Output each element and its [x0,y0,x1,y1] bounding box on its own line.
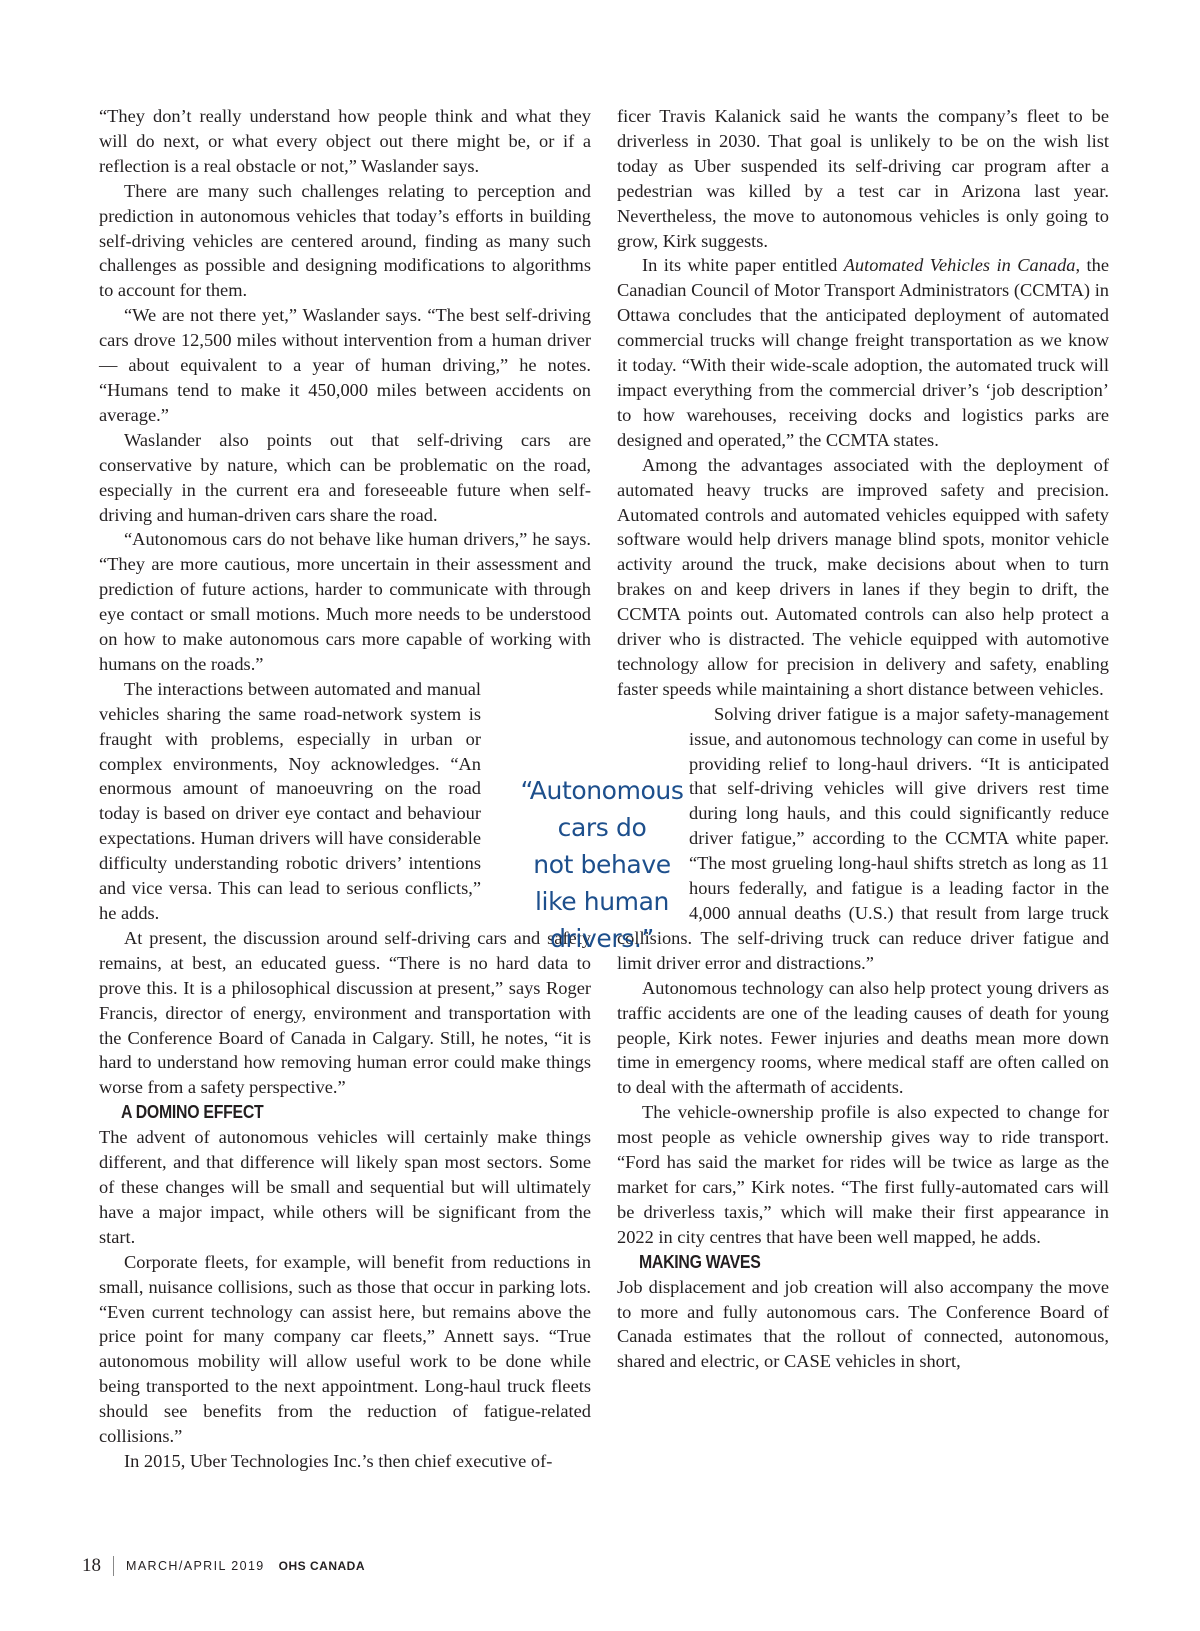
pull-quote-line: like human [534,887,669,916]
paragraph: Autonomous technology can also help protect young drivers as traffic accidents are one of the leading causes of death for young people, Kirk notes. Fewer injuries and deaths mean more down time in emergency rooms, where medical staff are often called on to deal with the aftermath of accidents. [617,977,1109,1098]
paragraph: “Autonomous cars do not behave like human drivers,” he says. “They are more cautious, more uncertain in their assessment and prediction of future actions, harder to communicate with through eye contact or small motions. Much more needs to be understood on how to make autonomous cars more capable of working with humans on the roads.” [99,529,591,674]
page-footer [82,1554,365,1578]
pull-quote-line: cars do [557,813,647,842]
white-paper-title: Automated Vehicles in Canada [843,255,1076,276]
paragraph: At present, the discussion around self-driving cars and safety remains, at best, an educated guess. “There is no hard data to prove this. It is a philosophical discussion at present,” says Roger Francis, director of energy, environment and transportation with the Conference Board of Canada in Calgary. Still, he notes, “it is hard to understand how removing human error could make things worse from a safety perspective.” [99,927,591,1098]
right-column [617,104,1109,1374]
issue-date: MARCH/APRIL 2019 [126,1559,265,1573]
section-heading: A DOMINO EFFECT [121,1102,264,1123]
pull-quote-line: “Autonomous [520,776,684,805]
paragraph: “They don’t really understand how people think and what they will do next, or what every object out there might be, or if a reflection is a real obstacle or not,” Waslander says. [99,106,591,176]
paragraph: Among the advantages associated with the deployment of automated heavy trucks are improved safety and precision. Automated controls and automated vehicles equipped with safety software would help drivers manage blind spots, monitor vehicle activity around the truck, make decisions about when to turn brakes on and keep drivers in lanes if they begin to drift, the CCMTA points out. Automated controls can also help protect a driver who is distracted. The vehicle equipped with automotive technology allow for precision in delivery and safety, enabling faster speeds while maintaining a short distance between vehicles. [617,454,1109,699]
paragraph: ficer Travis Kalanick said he wants the company’s fleet to be driverless in 2030. That goal is unlikely to be on the wish list today as Uber suspended its self-driving car program after a pedestrian was killed by a test car in Arizona last year. Nevertheless, the move to autonomous vehicles is only going to grow, Kirk suggests. [617,106,1109,251]
paragraph: The advent of autonomous vehicles will certainly make things different, and that difference will likely span most sectors. Some of these changes will be small and sequential but will ultimately have a major impact, while others will be significant from the start. [99,1127,591,1247]
paragraph: There are many such challenges relating to perception and prediction in autonomous vehicles that today’s efforts in building self-driving vehicles are centered around, finding as many such challenges as possible and designing modifications to algorithms to account for them. [99,180,591,301]
pull-quote [512,772,692,957]
paragraph: In 2015, Uber Technologies Inc.’s then chief executive of- [124,1450,553,1471]
text-run: In its white paper entitled [642,255,844,276]
paragraph: Waslander also points out that self-driving cars are conservative by nature, which can be problematic on the road, especially in the current era and foreseeable future when self-driving and human-driven cars share the road. [99,429,591,525]
paragraph: “We are not there yet,” Waslander says. “The best self-driving cars drove 12,500 miles without intervention from a human driver — about equivalent to a year of human driving,” he notes. “Humans tend to make it 450,000 miles between accidents on average.” [99,305,591,425]
footer-divider [113,1556,114,1576]
text-run: , the Canadian Council of Motor Transport Administrators (CCMTA) in Ottawa concludes that the anticipated deployment of automated commercial trucks will change freight transportation as we know it today. “With their wide-scale adoption, the automated truck will impact everything from the commercial driver’s ‘job description’ to how warehouses, receiving docks and logistics parks are designed and operated,” the CCMTA states. [617,255,1109,450]
paragraph: Corporate fleets, for example, will benefit from reductions in small, nuisance collisions, such as those that occur in parking lots. “Even current technology can assist here, but remains above the price point for many company car fleets,” Annett says. “True autonomous mobility will allow useful work to be done while being transported to the next appointment. Long-haul truck fleets should see benefits from the reduction of fatigue-related collisions.” [99,1251,591,1447]
paragraph: The interactions between automated and manual vehicles sharing the same road-network system is fraught with problems, especially in urban or complex environments, Noy acknowledges. “An enormous amount of manoeuvring on the road today is based on driver eye contact and behaviour expectations. Human drivers will have considerable difficulty understanding robotic drivers’ intentions and vice versa. This can lead to serious conflicts,” he adds. [99,678,481,923]
pull-quote-line: drivers.” [550,924,654,953]
page-number: 18 [82,1555,101,1576]
paragraph: Solving driver fatigue is a major safety-management issue, and autonomous technology can come in useful by providing relief to long-haul drivers. “It is anticipated that self-driving vehicles will give drivers rest time during long hauls, and this could significantly reduce driver fatigue,” according to the CCMTA white paper. “The most grueling long-haul shifts stretch as long as 11 hours federally, and fatigue is a leading factor in the 4,000 annual deaths (U.S.) that result from large truck collisions. The self-driving truck can reduce driver fatigue and limit driver error and distractions.” [617,703,1109,973]
pull-quote-line: not behave [533,850,671,879]
paragraph: The vehicle-ownership profile is also expected to change for most people as vehicle ownership gives way to ride transport. “Ford has said the market for rides will be twice as large as the market for cars,” Kirk notes. “The first fully-automated cars will be driverless taxis,” which will make their first appearance in 2022 in city centres that have been well mapped, he adds. [617,1102,1109,1247]
section-heading: MAKING WAVES [639,1251,761,1272]
paragraph: Job displacement and job creation will also accompany the move to more and fully autonomous cars. The Conference Board of Canada estimates that the rollout of connected, autonomous, shared and electric, or CASE vehicles in short, [617,1276,1109,1372]
paragraph [617,253,1109,452]
magazine-name: OHS CANADA [278,1559,365,1573]
